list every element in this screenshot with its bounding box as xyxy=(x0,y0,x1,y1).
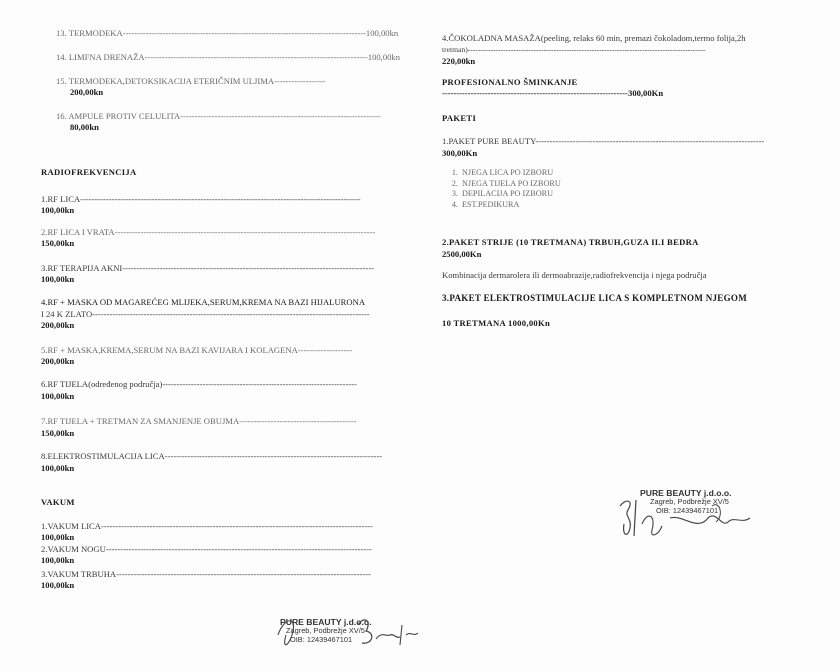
item-ampule-price: 80,00kn xyxy=(70,122,99,132)
item-vakum-trbuha: 3.VAKUM TRBUHA----------------------------------------------------------------------------------------- xyxy=(41,569,371,579)
stamp-oib: OIB: 12439467101 xyxy=(290,635,353,645)
item-elektrostimulacija-price: 100,00kn xyxy=(41,463,75,473)
item-vakum-trbuha-price: 100,00kn xyxy=(41,580,75,590)
section-heading-paketi: PAKETI xyxy=(442,113,477,123)
item-paket-strije-price: 2500,00Kn xyxy=(442,249,482,259)
item-elektrostimulacija: 8.ELEKTROSTIMULACIJA LICA---------------------------------------------------------------------------- xyxy=(41,451,383,461)
item-paket-elektrostimulacije-sub: 10 TRETMANA 1000,00Kn xyxy=(442,318,551,328)
item-rf-akni-price: 100,00kn xyxy=(41,274,75,284)
stamp-address: Zagreb, Podbrežje XV/5 xyxy=(286,626,365,636)
item-rf-maska-kavijar: 5.RF + MASKA,KREMA,SERUM NA BAZI KAVIJARA I KOLAGENA------------------- xyxy=(41,345,353,355)
item-vakum-nogu-price: 100,00kn xyxy=(41,555,75,565)
list-item: 2. NJEGA TIJELA PO IZBORU xyxy=(460,179,561,190)
item-termodeka: 13. TERMODEKA-------------------------------------------------------------------------------------100,00kn xyxy=(56,28,399,38)
item-paket-strije: 2.PAKET STRIJE (10 TRETMANA) TRBUH,GUZA ILI BEDRA xyxy=(442,237,699,247)
section-heading-radiofrekvencija: RADIOFREKVENCIJA xyxy=(41,167,137,177)
item-paket-pure-beauty: 1.PAKET PURE BEAUTY-------------------------------------------------------------------------------- xyxy=(442,136,765,146)
item-rf-maska-magarece-line2: I 24 K ZLATO------------------------------------------------------------------------------------------------- xyxy=(41,309,370,319)
item-cokoladna-masaza-price: 220,00kn xyxy=(442,56,476,66)
item-termodeka-detoks: 15. TERMODEKA,DETOKSIKACIJA ETERIČNIM ULJIMA------------------ xyxy=(56,76,326,86)
item-rf-maska-magarece-price: 200,00kn xyxy=(41,320,75,330)
item-rf-lica-price: 100,00kn xyxy=(41,205,75,215)
paket-pure-beauty-list xyxy=(444,168,561,211)
item-rf-tijela-price: 100,00kn xyxy=(41,391,75,401)
item-vakum-lica: 1.VAKUM LICA----------------------------------------------------------------------------------------------- xyxy=(41,521,373,531)
item-ampule: 16. AMPULE PROTIV CELULITA---------------------------------------------------------------------- xyxy=(56,111,381,121)
item-paket-elektrostimulacije: 3.PAKET ELEKTROSTIMULACIJE LICA S KOMPLETNOM NJEGOM xyxy=(442,293,748,303)
item-cokoladna-masaza: 4.ČOKOLADNA MASAŽA(peeling, relaks 60 min, premazi čokoladom,termo folija,2h xyxy=(442,33,746,43)
item-sminkanje-price-line: -----------------------------------------------------------------300,00Kn xyxy=(442,88,664,98)
stamp-address: Zagreb, Podbrežje XV/5 xyxy=(650,497,729,507)
item-rf-akni: 3.RF TERAPIJA AKNI---------------------------------------------------------------------------------------- xyxy=(41,263,375,273)
list-item: 1. NJEGA LICA PO IZBORU xyxy=(460,168,561,179)
signature-bottom xyxy=(268,605,428,660)
item-vakum-nogu: 2.VAKUM NOGU--------------------------------------------------------------------------------------------- xyxy=(41,544,372,554)
item-rf-tijela: 6.RF TIJELA(određenog područja)-------------------------------------------------------------------- xyxy=(41,379,357,389)
section-heading-vakum: VAKUM xyxy=(41,497,75,507)
list-item: 3. DEPILACIJA PO IZBORU xyxy=(460,189,561,200)
item-rf-maska-kavijar-price: 200,00kn xyxy=(41,356,75,366)
item-rf-maska-magarece: 4.RF + MASKA OD MAGAREĆEG MLIJEKA,SERUM,KREMA NA BAZI HIJALURONA xyxy=(41,297,366,307)
stamp-title: PURE BEAUTY j.d.o.o. xyxy=(640,488,732,498)
item-rf-lica: 1.RF LICA-------------------------------------------------------------------------------------------------- xyxy=(41,194,361,204)
item-paket-pure-beauty-price: 300,00Kn xyxy=(442,148,478,158)
item-rf-lica-vrata-price: 150,00kn xyxy=(41,238,75,248)
item-profesionalno-sminkanje: PROFESIONALNO ŠMINKANJE xyxy=(442,77,578,87)
item-cokoladna-masaza-line2: tretman)---------------------------------------------------------------------------------------------- xyxy=(442,45,706,54)
stamp-oib: OIB: 12439467101 xyxy=(656,506,719,516)
stamp-title: PURE BEAUTY j.d.o.o. xyxy=(280,617,372,627)
signature-right xyxy=(612,488,762,546)
item-rf-lica-vrata: 2.RF LICA I VRATA------------------------------------------------------------------------------------------- xyxy=(41,227,376,237)
item-paket-strije-note: Kombinacija dermarolera ili dermoabrazije,radiofrekvencija i njega područja xyxy=(442,270,707,280)
item-vakum-lica-price: 100,00kn xyxy=(41,532,75,542)
item-rf-tijela-obujam: 7.RF TIJELA + TRETMAN ZA SMANJENJE OBUJMA----------------------------------------- xyxy=(41,416,357,426)
list-item: 4. EST.PEDIKURA xyxy=(460,200,561,211)
item-termodeka-detoks-price: 200,00kn xyxy=(70,87,104,97)
item-rf-tijela-obujam-price: 150,00kn xyxy=(41,428,75,438)
item-limfna-drenaza: 14. LIMFNA DRENAŽA------------------------------------------------------------------------------100,00kn xyxy=(56,52,401,62)
